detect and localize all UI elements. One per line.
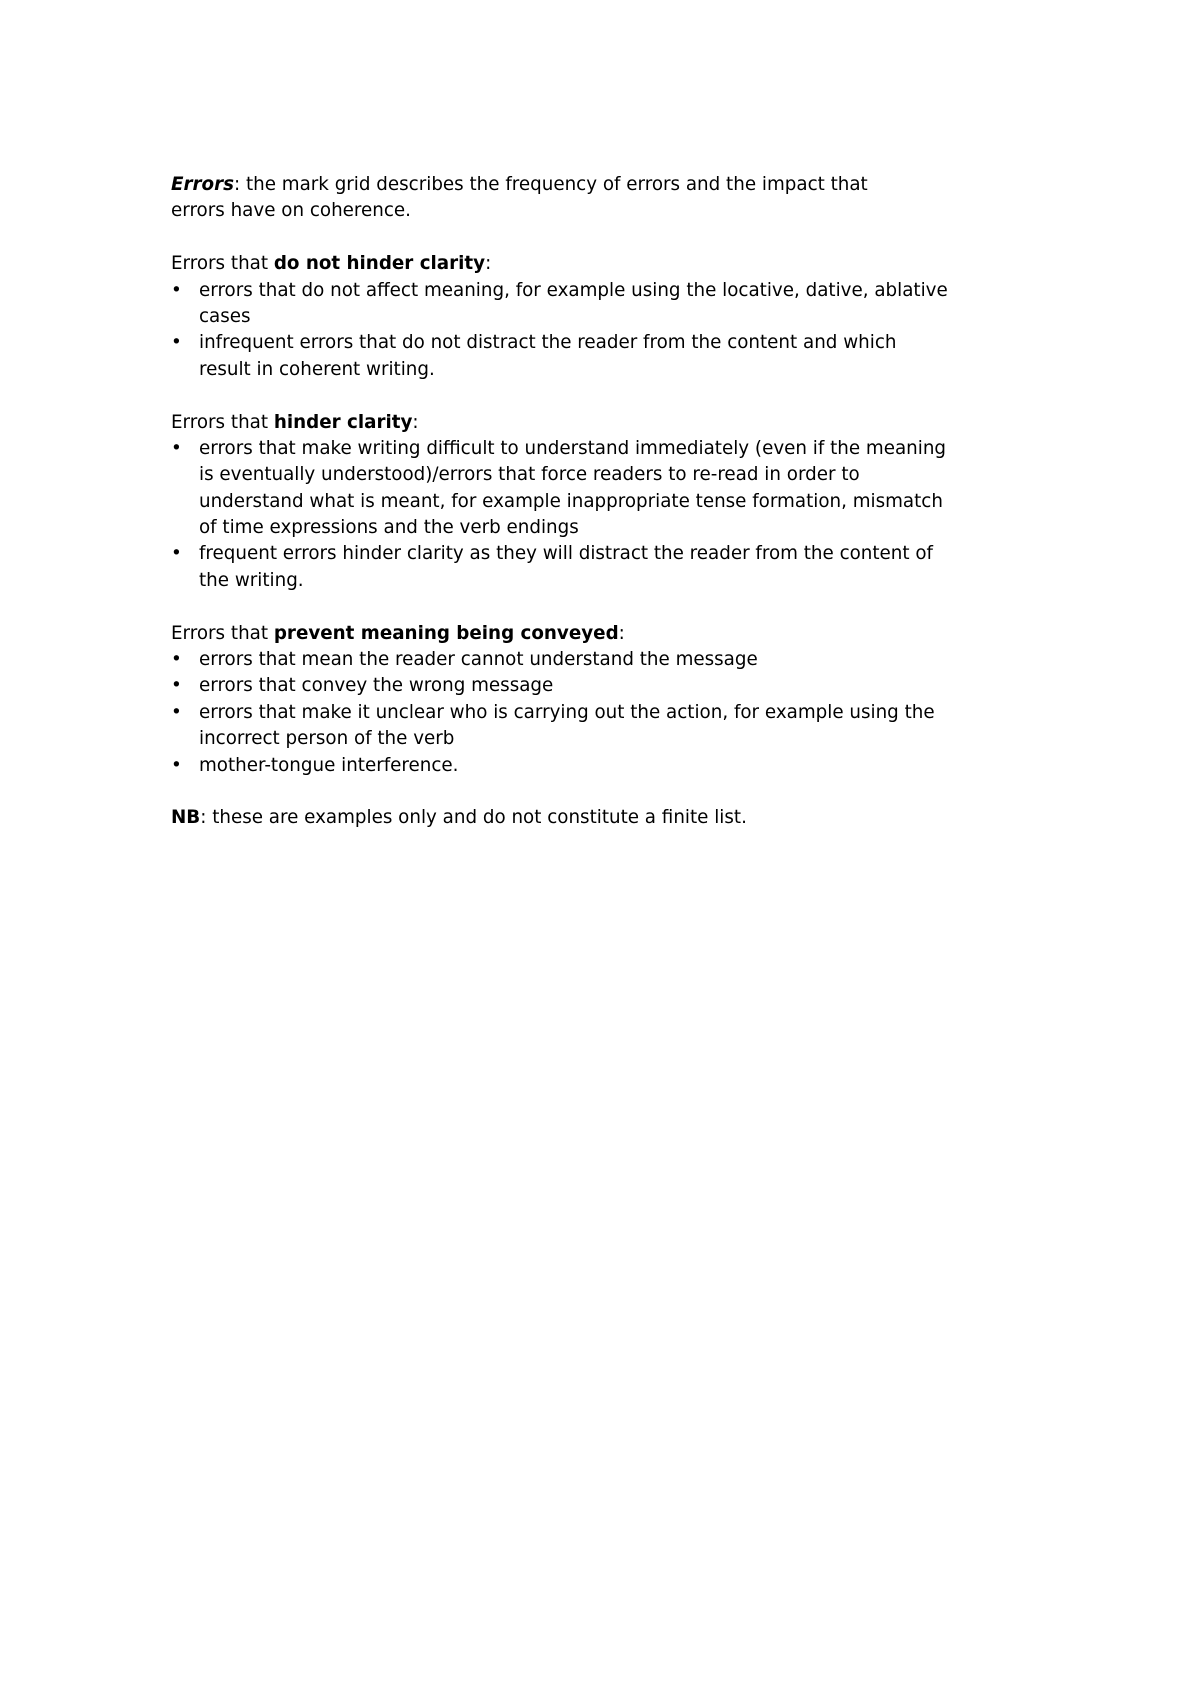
heading-suffix: :	[485, 253, 492, 275]
list-item-line: incorrect person of the verb	[199, 728, 455, 750]
bullet-icon: •	[171, 675, 182, 697]
bullet-list	[171, 647, 1071, 779]
bullet-icon: •	[171, 701, 182, 723]
section-heading	[171, 410, 1071, 436]
bullet-icon: •	[171, 649, 182, 671]
list-item-line: is eventually understood)/errors that force readers to re-read in order to	[199, 464, 860, 486]
list-item-line: frequent errors hinder clarity as they will distract the reader from the content of	[199, 543, 933, 565]
heading-prefix: Errors that	[171, 622, 274, 644]
bullet-list	[171, 278, 1071, 384]
bullet-icon: •	[171, 279, 182, 301]
intro-text-line-2: errors have on coherence.	[171, 200, 411, 222]
list-item	[171, 700, 1071, 753]
list-item-line: of time expressions and the verb endings	[199, 517, 579, 539]
list-item	[171, 753, 1071, 779]
list-item-line: the writing.	[199, 569, 304, 591]
list-item-line: understand what is meant, for example inappropriate tense formation, mismatch	[199, 490, 943, 512]
list-item-line: infrequent errors that do not distract the reader from the content and which	[199, 332, 897, 354]
list-item-line: errors that make it unclear who is carrying out the action, for example using the	[199, 701, 935, 723]
note-text: : these are examples only and do not constitute a finite list.	[200, 807, 747, 829]
bullet-list	[171, 436, 1071, 594]
bullet-icon: •	[171, 437, 182, 459]
list-item-line: errors that make writing difficult to understand immediately (even if the meaning	[199, 437, 947, 459]
heading-prefix: Errors that	[171, 253, 274, 275]
bullet-icon: •	[171, 543, 182, 565]
heading-emphasis: prevent meaning being conveyed	[273, 622, 619, 644]
list-item	[171, 330, 1071, 383]
document-body	[171, 172, 1071, 832]
list-item	[171, 647, 1071, 673]
list-item-line: mother-tongue interference.	[199, 754, 459, 776]
list-item-line: errors that mean the reader cannot understand the message	[199, 649, 758, 671]
list-item	[171, 673, 1071, 699]
list-item-line: errors that convey the wrong message	[199, 675, 554, 697]
section-heading	[171, 251, 1071, 277]
list-item	[171, 541, 1071, 594]
note-paragraph	[171, 805, 1071, 831]
heading-emphasis: hinder clarity	[273, 411, 413, 433]
heading-suffix: :	[412, 411, 419, 433]
list-item	[171, 278, 1071, 331]
list-item-line: result in coherent writing.	[199, 358, 435, 380]
heading-prefix: Errors that	[171, 411, 274, 433]
note-label: NB	[171, 807, 201, 829]
heading-suffix: :	[618, 622, 625, 644]
bullet-icon: •	[171, 332, 182, 354]
intro-text-line-1: : the mark grid describes the frequency of errors and the impact that	[233, 174, 868, 195]
list-item-line: cases	[199, 305, 251, 327]
intro-paragraph	[171, 172, 1071, 198]
list-item	[171, 436, 1071, 542]
intro-term: Errors	[171, 174, 234, 195]
heading-emphasis: do not hinder clarity	[273, 253, 486, 275]
list-item-line: errors that do not affect meaning, for example using the locative, dative, ablative	[199, 279, 948, 301]
section-heading	[171, 621, 1071, 647]
bullet-icon: •	[171, 754, 182, 776]
